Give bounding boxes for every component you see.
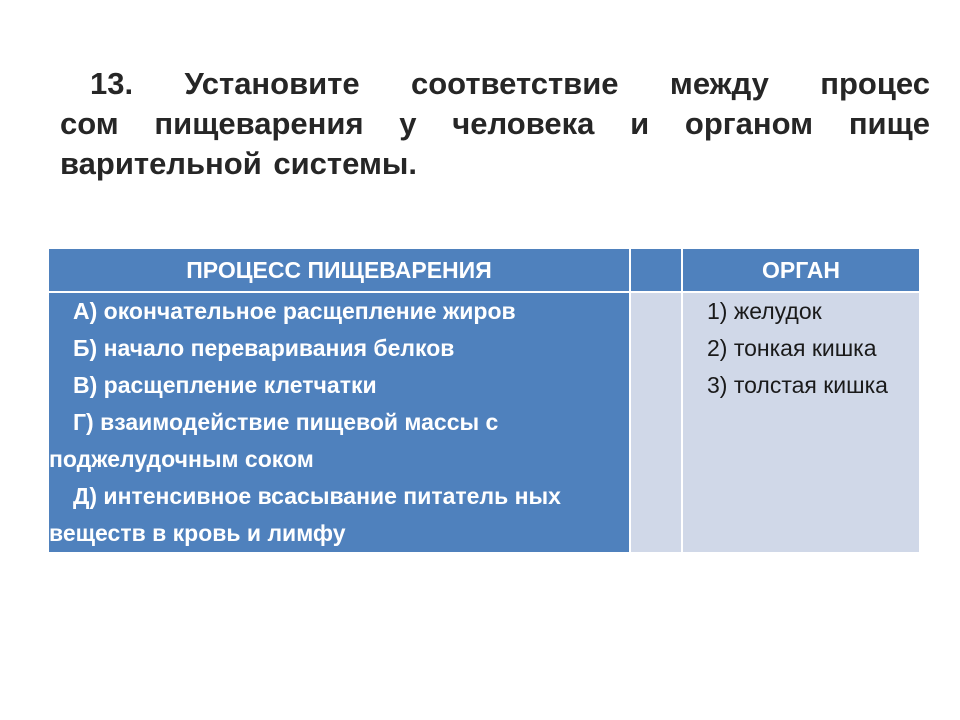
header-answer: [630, 248, 682, 292]
process-item-a: А) окончательное расщепление жиров: [73, 298, 516, 324]
question-line-3: варительной системы.: [60, 146, 417, 181]
header-organ: ОРГАН: [682, 248, 920, 292]
process-item-g: Г) взаимодействие пищевой массы с поджелудочным соком: [49, 409, 499, 472]
organ-item-3: 3) толстая кишка: [707, 372, 888, 398]
organ-list: [682, 292, 920, 553]
organ-item-2: 2) тонкая кишка: [707, 335, 877, 361]
process-list: [48, 292, 630, 553]
matching-table: [47, 247, 921, 554]
organ-item-1: 1) желудок: [707, 298, 822, 324]
process-item-v: В) расщепление клетчатки: [73, 372, 377, 398]
process-item-b: Б) начало переваривания белков: [73, 335, 455, 361]
header-process: ПРОЦЕСС ПИЩЕВАРЕНИЯ: [48, 248, 630, 292]
question-title: [60, 64, 930, 184]
process-item-d: Д) интенсивное всасывание питатель ных веществ в кровь и лимфу: [49, 483, 561, 546]
answer-cell[interactable]: [630, 292, 682, 553]
question-line-1: 13. Установите соответствие между процес: [90, 66, 930, 101]
table-body-row: [48, 292, 920, 553]
question-line-2: сом пищеварения у человека и органом пище: [60, 106, 930, 141]
table-header-row: [48, 248, 920, 292]
